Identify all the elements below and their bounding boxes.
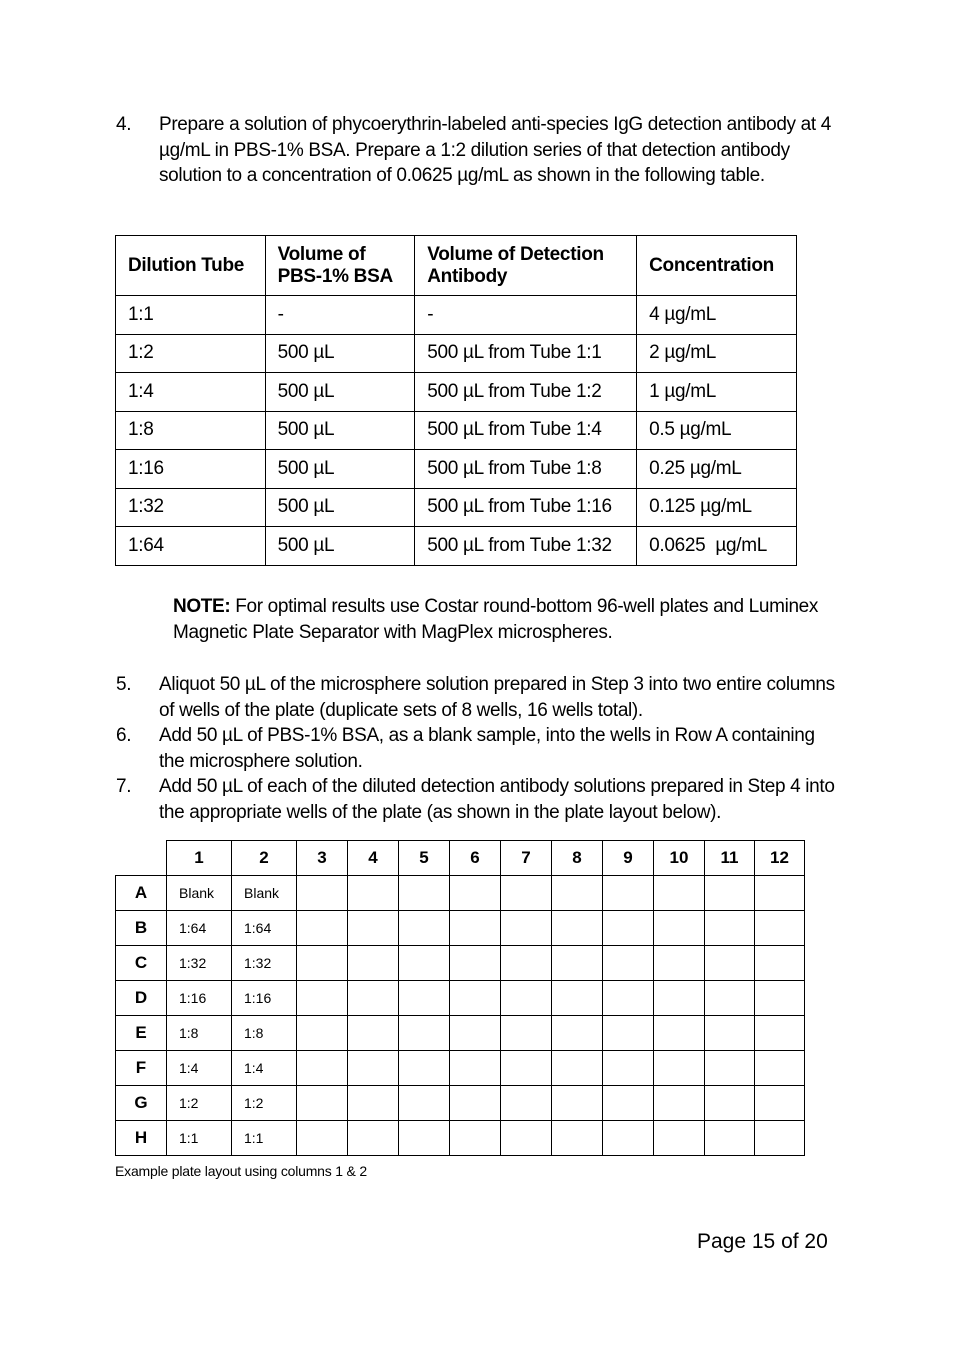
plate-well bbox=[501, 981, 552, 1016]
plate-well bbox=[450, 911, 501, 946]
plate-well bbox=[348, 876, 399, 911]
plate-well bbox=[552, 1051, 603, 1086]
plate-well bbox=[705, 1121, 755, 1156]
plate-well: 1:64 bbox=[232, 911, 297, 946]
step-number: 6. bbox=[116, 725, 132, 746]
plate-well bbox=[705, 981, 755, 1016]
plate-header-row bbox=[116, 841, 805, 876]
plate-well bbox=[705, 876, 755, 911]
table-row bbox=[116, 334, 797, 373]
plate-corner bbox=[116, 841, 167, 876]
page-number: Page 15 of 20 bbox=[697, 1230, 828, 1253]
plate-well bbox=[654, 1121, 705, 1156]
table-cell: - bbox=[265, 296, 415, 335]
plate-well bbox=[348, 946, 399, 981]
plate-well bbox=[399, 946, 450, 981]
plate-row bbox=[116, 981, 805, 1016]
plate-column-header: 6 bbox=[450, 841, 501, 876]
plate-well bbox=[755, 876, 805, 911]
plate-well bbox=[552, 1016, 603, 1051]
plate-well bbox=[654, 1051, 705, 1086]
table-cell: 500 µL from Tube 1:8 bbox=[415, 450, 637, 489]
plate-well bbox=[399, 1051, 450, 1086]
plate-well bbox=[297, 981, 348, 1016]
plate-well: 1:16 bbox=[232, 981, 297, 1016]
plate-well bbox=[755, 1051, 805, 1086]
table-row bbox=[116, 450, 797, 489]
table-cell: 0.5 µg/mL bbox=[637, 411, 797, 450]
plate-well bbox=[501, 911, 552, 946]
plate-well bbox=[450, 1051, 501, 1086]
plate-well bbox=[297, 1016, 348, 1051]
plate-well bbox=[654, 876, 705, 911]
step-text: Prepare a solution of phycoerythrin-labeled anti-species IgG detection antibody at 4 µg/mL in PBS-1% BSA. Prepare a 1:2 dilution series of that detection antibody solution to a concentration of 0.0625 µg/mL as shown in the following table. bbox=[159, 114, 831, 186]
plate-column-header: 10 bbox=[654, 841, 705, 876]
plate-well bbox=[297, 946, 348, 981]
plate-well bbox=[297, 1121, 348, 1156]
plate-well bbox=[450, 876, 501, 911]
plate-well bbox=[552, 981, 603, 1016]
header-dilution-tube: Dilution Tube bbox=[116, 236, 266, 296]
plate-row-label: D bbox=[116, 981, 167, 1016]
plate-row-label: A bbox=[116, 876, 167, 911]
note-text: For optimal results use Costar round-bottom 96-well plates and Luminex Magnetic Plate Separator with MagPlex microspheres. bbox=[173, 596, 819, 643]
plate-well bbox=[399, 1016, 450, 1051]
plate-well bbox=[705, 911, 755, 946]
table-cell: 500 µL from Tube 1:32 bbox=[415, 527, 637, 566]
step-7 bbox=[116, 774, 836, 825]
plate-well: 1:64 bbox=[167, 911, 232, 946]
step-number: 5. bbox=[116, 674, 132, 695]
plate-well bbox=[654, 1086, 705, 1121]
plate-row bbox=[116, 876, 805, 911]
plate-well bbox=[603, 1051, 654, 1086]
plate-well bbox=[603, 911, 654, 946]
table-cell: 2 µg/mL bbox=[637, 334, 797, 373]
plate-well bbox=[450, 1016, 501, 1051]
plate-well: 1:32 bbox=[167, 946, 232, 981]
plate-well: Blank bbox=[167, 876, 232, 911]
table-row bbox=[116, 373, 797, 412]
plate-row bbox=[116, 911, 805, 946]
plate-well: 1:8 bbox=[167, 1016, 232, 1051]
header-concentration: Concentration bbox=[637, 236, 797, 296]
step-number: 7. bbox=[116, 776, 132, 797]
table-cell: 500 µL from Tube 1:16 bbox=[415, 488, 637, 527]
table-cell: 500 µL bbox=[265, 450, 415, 489]
plate-well bbox=[450, 946, 501, 981]
plate-well bbox=[501, 876, 552, 911]
plate-well: 1:1 bbox=[167, 1121, 232, 1156]
table-cell: 1:2 bbox=[116, 334, 266, 373]
table-cell: 0.25 µg/mL bbox=[637, 450, 797, 489]
table-cell: 1:64 bbox=[116, 527, 266, 566]
plate-well bbox=[603, 946, 654, 981]
plate-well bbox=[501, 1086, 552, 1121]
plate-well: 1:4 bbox=[232, 1051, 297, 1086]
dilution-table bbox=[115, 235, 797, 566]
plate-well: 1:4 bbox=[167, 1051, 232, 1086]
plate-well bbox=[450, 1121, 501, 1156]
table-cell: 500 µL from Tube 1:4 bbox=[415, 411, 637, 450]
plate-well bbox=[348, 1086, 399, 1121]
plate-row bbox=[116, 946, 805, 981]
step-number: 4. bbox=[116, 114, 132, 135]
plate-well bbox=[552, 1121, 603, 1156]
plate-well bbox=[705, 946, 755, 981]
plate-column-header: 12 bbox=[755, 841, 805, 876]
plate-row-label: F bbox=[116, 1051, 167, 1086]
table-cell: 1:1 bbox=[116, 296, 266, 335]
plate-well bbox=[552, 946, 603, 981]
table-cell: 1 µg/mL bbox=[637, 373, 797, 412]
plate-row-label: H bbox=[116, 1121, 167, 1156]
plate-row bbox=[116, 1051, 805, 1086]
plate-well bbox=[348, 911, 399, 946]
plate-well bbox=[501, 946, 552, 981]
plate-well bbox=[450, 1086, 501, 1121]
plate-well bbox=[552, 911, 603, 946]
plate-well bbox=[348, 1016, 399, 1051]
plate-layout-table bbox=[115, 840, 805, 1156]
header-volume-antibody: Volume of Detection Antibody bbox=[415, 236, 637, 296]
plate-well bbox=[348, 981, 399, 1016]
plate-row bbox=[116, 1016, 805, 1051]
plate-well bbox=[603, 1121, 654, 1156]
plate-well bbox=[348, 1121, 399, 1156]
plate-well bbox=[348, 1051, 399, 1086]
table-cell: 1:16 bbox=[116, 450, 266, 489]
plate-well bbox=[755, 1121, 805, 1156]
plate-well bbox=[705, 1086, 755, 1121]
plate-well: 1:1 bbox=[232, 1121, 297, 1156]
plate-well bbox=[654, 981, 705, 1016]
plate-well bbox=[755, 946, 805, 981]
plate-row-label: G bbox=[116, 1086, 167, 1121]
table-header-row bbox=[116, 236, 797, 296]
table-cell: 500 µL bbox=[265, 411, 415, 450]
plate-column-header: 1 bbox=[167, 841, 232, 876]
plate-well bbox=[755, 911, 805, 946]
step-6 bbox=[116, 723, 836, 774]
plate-well bbox=[297, 1051, 348, 1086]
table-cell: 500 µL bbox=[265, 527, 415, 566]
table-cell: 500 µL bbox=[265, 334, 415, 373]
plate-well bbox=[399, 1086, 450, 1121]
step-4 bbox=[116, 112, 836, 189]
plate-well bbox=[501, 1121, 552, 1156]
plate-row-label: C bbox=[116, 946, 167, 981]
plate-well bbox=[297, 876, 348, 911]
plate-well bbox=[297, 1086, 348, 1121]
plate-row-label: B bbox=[116, 911, 167, 946]
plate-column-header: 5 bbox=[399, 841, 450, 876]
step-text: Aliquot 50 µL of the microsphere solution prepared in Step 3 into two entire columns of wells of the plate (duplicate sets of 8 wells, 16 wells total). bbox=[159, 674, 835, 721]
table-cell: - bbox=[415, 296, 637, 335]
table-cell: 1:32 bbox=[116, 488, 266, 527]
table-cell: 1:4 bbox=[116, 373, 266, 412]
plate-row bbox=[116, 1121, 805, 1156]
plate-column-header: 7 bbox=[501, 841, 552, 876]
plate-well bbox=[705, 1051, 755, 1086]
plate-row bbox=[116, 1086, 805, 1121]
table-row bbox=[116, 488, 797, 527]
plate-well: 1:2 bbox=[167, 1086, 232, 1121]
plate-well bbox=[705, 1016, 755, 1051]
step-5 bbox=[116, 672, 836, 723]
plate-well bbox=[755, 1086, 805, 1121]
plate-well bbox=[501, 1051, 552, 1086]
table-row bbox=[116, 527, 797, 566]
plate-well bbox=[399, 1121, 450, 1156]
step-text: Add 50 µL of PBS-1% BSA, as a blank sample, into the wells in Row A containing the microsphere solution. bbox=[159, 725, 815, 772]
table-cell: 0.0625 µg/mL bbox=[637, 527, 797, 566]
plate-well bbox=[603, 1086, 654, 1121]
plate-column-header: 2 bbox=[232, 841, 297, 876]
table-row bbox=[116, 411, 797, 450]
table-cell: 500 µL bbox=[265, 488, 415, 527]
plate-well: 1:32 bbox=[232, 946, 297, 981]
plate-well bbox=[297, 911, 348, 946]
table-cell: 1:8 bbox=[116, 411, 266, 450]
plate-well: 1:8 bbox=[232, 1016, 297, 1051]
plate-well bbox=[399, 981, 450, 1016]
plate-well: Blank bbox=[232, 876, 297, 911]
plate-well bbox=[654, 946, 705, 981]
table-cell: 4 µg/mL bbox=[637, 296, 797, 335]
plate-column-header: 8 bbox=[552, 841, 603, 876]
plate-well bbox=[603, 876, 654, 911]
plate-well bbox=[552, 876, 603, 911]
plate-well bbox=[755, 1016, 805, 1051]
plate-well: 1:2 bbox=[232, 1086, 297, 1121]
plate-column-header: 11 bbox=[705, 841, 755, 876]
plate-well bbox=[399, 876, 450, 911]
step-text: Add 50 µL of each of the diluted detection antibody solutions prepared in Step 4 into the appropriate wells of the plate (as shown in the plate layout below). bbox=[159, 776, 835, 823]
table-row bbox=[116, 296, 797, 335]
plate-well bbox=[399, 911, 450, 946]
table-cell: 500 µL from Tube 1:1 bbox=[415, 334, 637, 373]
plate-well bbox=[755, 981, 805, 1016]
plate-caption: Example plate layout using columns 1 & 2 bbox=[115, 1163, 367, 1179]
plate-well bbox=[552, 1086, 603, 1121]
table-cell: 0.125 µg/mL bbox=[637, 488, 797, 527]
plate-column-header: 4 bbox=[348, 841, 399, 876]
table-cell: 500 µL from Tube 1:2 bbox=[415, 373, 637, 412]
header-volume-pbs: Volume of PBS-1% BSA bbox=[265, 236, 415, 296]
table-cell: 500 µL bbox=[265, 373, 415, 412]
plate-well bbox=[501, 1016, 552, 1051]
plate-well bbox=[603, 1016, 654, 1051]
plate-well bbox=[603, 981, 654, 1016]
plate-well: 1:16 bbox=[167, 981, 232, 1016]
plate-column-header: 9 bbox=[603, 841, 654, 876]
plate-well bbox=[654, 911, 705, 946]
note-label: NOTE: bbox=[173, 596, 231, 617]
plate-well bbox=[654, 1016, 705, 1051]
plate-column-header: 3 bbox=[297, 841, 348, 876]
note bbox=[173, 594, 843, 646]
plate-row-label: E bbox=[116, 1016, 167, 1051]
plate-well bbox=[450, 981, 501, 1016]
